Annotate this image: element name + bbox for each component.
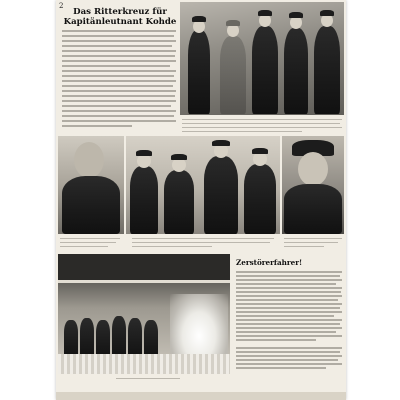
photo-portrait-left xyxy=(58,136,124,234)
photo-officers-group xyxy=(126,136,280,234)
bottom-article-headline: Zerstörerfahrer! xyxy=(236,258,303,267)
photo-portrait-right xyxy=(282,136,344,234)
photo-award-ceremony xyxy=(180,2,344,115)
page-number: 2 xyxy=(59,2,64,10)
photo-ship-deck xyxy=(58,254,230,374)
top-article-headline: Das Ritterkreuz für Kapitänleutnant Kohde xyxy=(63,7,177,27)
magazine-page xyxy=(56,0,346,400)
page-fold-bottom xyxy=(56,392,346,400)
